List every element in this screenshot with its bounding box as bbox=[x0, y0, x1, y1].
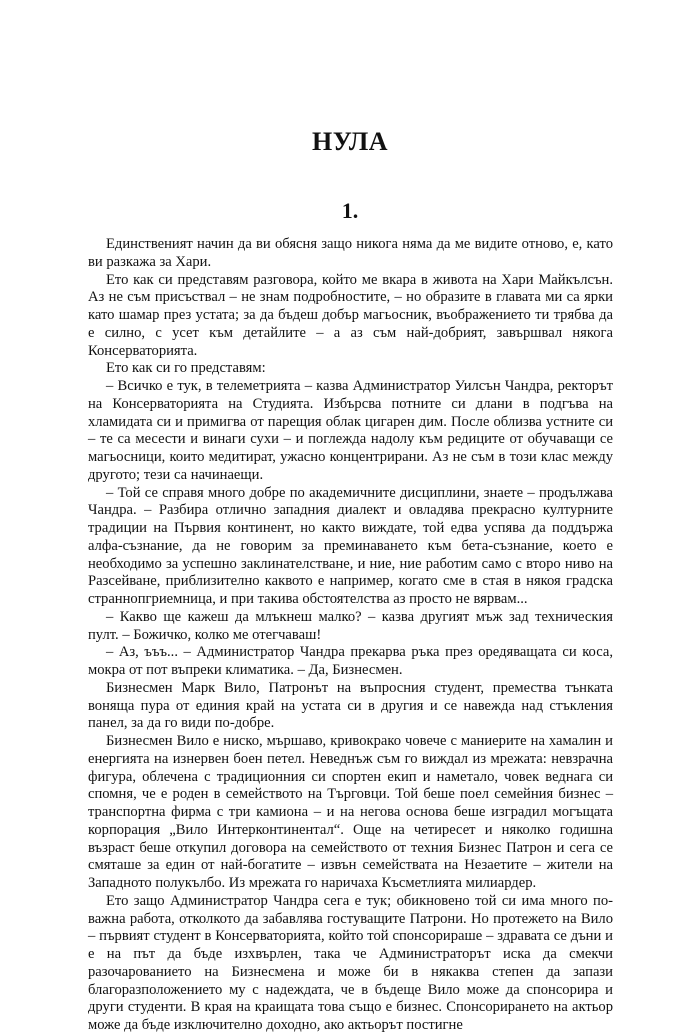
chapter-title: НУЛА bbox=[311, 127, 389, 156]
paragraph: Ето как си го представям: bbox=[106, 360, 266, 377]
paragraph: – Какво ще кажеш да млъкнеш малко? – казва другият мъж зад техническия пулт. – Божичко, колко ме отегчаваш! bbox=[88, 608, 613, 643]
paragraph: – Аз, ъъъ... – Администратор Чандра прекарва ръка през оредяващата си коса, мокра от пот въпреки климатика. – Да, Бизнесмен. bbox=[88, 644, 613, 678]
paragraph: Ето как си представям разговора, който ме вкара в живота на Хари Майкълсън. Аз не съм присъствал – не знам подробностите, – но образите в главата ми са ярки като шамар през устата; за да бъдеш добър магьосник, въображението ти трябва да е силно, с усет към детайлите – а аз съм най-добрият, завършвал някога Консерваторията. bbox=[88, 271, 613, 359]
body-text bbox=[88, 236, 613, 1035]
paragraph: Ето защо Администратор Чандра сега е тук; обикновено той си има много по-важна работа, отколкото да забавлява гостуващите Патрони. Но протежето на Вило – първият студент в Консерваторията, който той спонсорираше – здравата се дъни и е на път да бъде изхвърлен, така че Администраторът иска да смекчи разочарованието на Бизнесмена и може би в някаква степен да запази благоразположението му с надеждата, че в бъдеще Вило може да спонсорира и други студенти. В края на краищата това също е бизнес. Спонсорирането на актьор може да бъде изключително доходно, ако актьорът постигне bbox=[88, 892, 613, 1033]
paragraph: – Всичко е тук, в телеметрията – казва Администратор Уилсън Чандра, ректорът на Консерваторията на Студията. Избърсва потните си длани в подгъва на хламидата си и примигва от парещия облак цигарен дим. После облизва устните си – те са месести и винаги сухи – и поглежда надолу към редиците от обучаващи се магьосници, които медитират, ужасно концентрирани. Аз не съм в този клас между другото; тези са начинаещи. bbox=[88, 378, 613, 483]
paragraph: Единственият начин да ви обясня защо никога няма да ме видите отново, е, като ви разкажа за Хари. bbox=[88, 236, 613, 270]
section-number: 1. bbox=[341, 198, 359, 223]
paragraph: Бизнесмен Вило е ниско, мършаво, кривокрако човече с маниерите на хамалин и енергията на изнервен боен петел. Неведнъж съм го виждал из мрежата: невзрачна фигура, облечена с традиционния си спортен екип и наметало, човек веднага си спомня, че е роден в семейството на Търговци. Той беше поел семейния бизнес – транспортна фирма с три камиона – и на негова основа беше изградил могъщата корпорация „Вило Интерконтинентал“. Още на четиресет и няколко годишна възраст беше откупил договора на семейството от техния Бизнес Патрон и сега се смяташе за един от най-богатите – извън семействата на Незаетите – жители на Западното полукълбо. Из мрежата го наричаха Късметлията милиардер. bbox=[88, 733, 613, 891]
paragraph: Бизнесмен Марк Вило, Патронът на въпросния студент, премества тънката воняща пура от единия край на устата си в другия и се навежда над стъкления панел, за да го види по-добре. bbox=[88, 679, 613, 732]
paragraph: – Той се справя много добре по академичните дисциплини, знаете – продължава Чандра. – Разбира отлично западния диалект и овладява прекрасно културните традиции на Първия континент, но както виждате, той едва успява да поддържа алфа-съзнание, да не говорим за преминаването към бета-съзнание, което е необходимо за успешно заклинателстване, и ние, ние работим само с второ ниво на Разсейване, приблизително каквото е например, когато сме в стая в някоя градска страннопгриемница, и при такива обстоятелства аз просто не вярвам... bbox=[88, 484, 613, 607]
